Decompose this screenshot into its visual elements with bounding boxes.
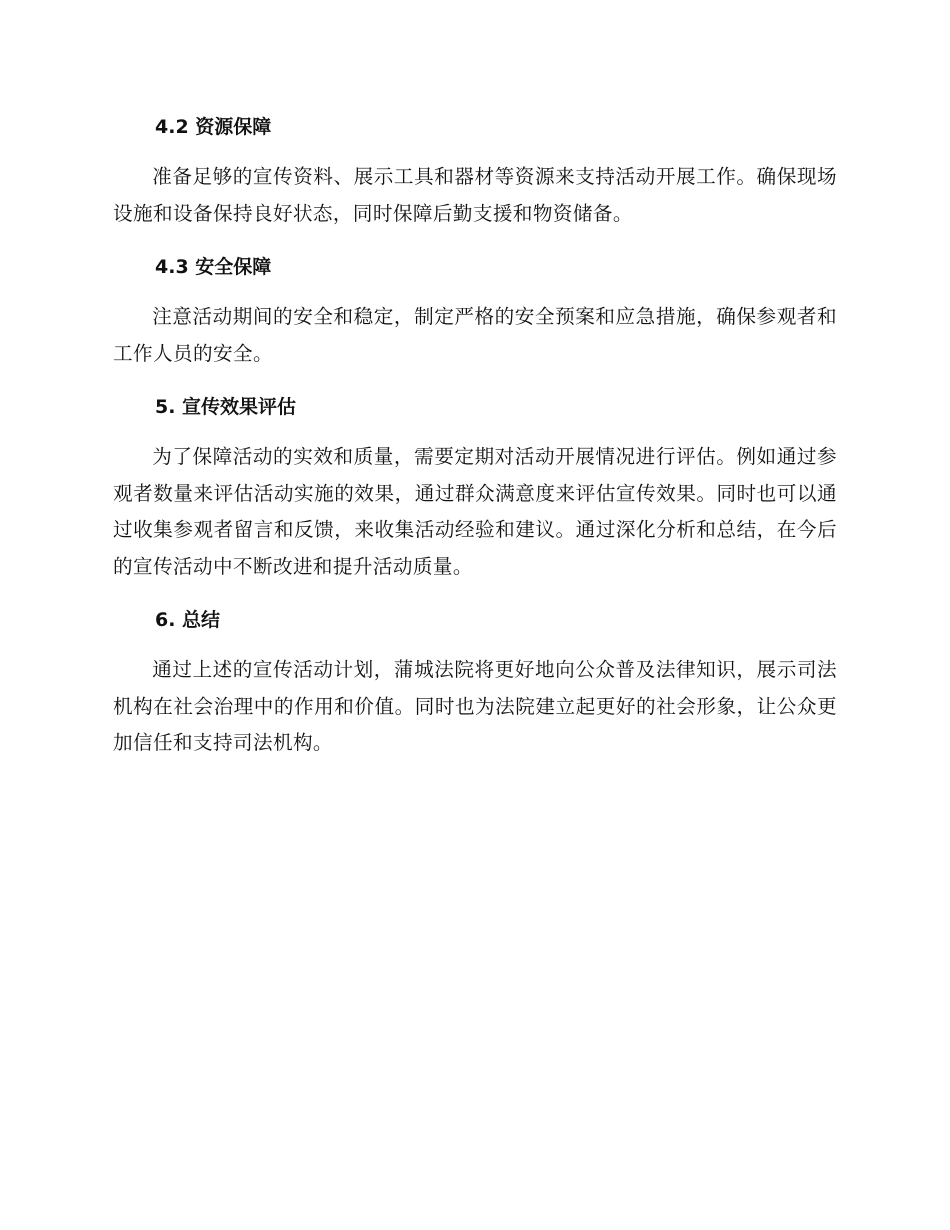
section-heading: 5. 宣传效果评估	[155, 396, 297, 418]
paragraph-line: 观者和工作人员的安全。	[113, 305, 838, 365]
paragraph	[113, 299, 837, 372]
section-resource-guarantee	[113, 110, 837, 232]
paragraph-line: 通过参观者数量来评估活动实施的效果，通过群众满意度来评估宣传效果。	[113, 445, 838, 505]
paragraph-line: 分析和总结，在今后的宣传活动中不断改进和提升活动质量。	[113, 518, 837, 578]
section-heading: 6. 总结	[155, 609, 221, 631]
section-safety-guarantee	[113, 250, 837, 372]
paragraph-line: 示司法机构在社会治理中的作用和价值。同时也为法院建立起更好的社会形	[113, 658, 838, 718]
paragraph-line: 注意活动期间的安全和稳定，制定严格的安全预案和应急措施，确保参	[152, 305, 777, 328]
paragraph	[113, 159, 837, 232]
section-effect-evaluation	[113, 390, 837, 585]
section-heading: 4.3 安全保障	[155, 256, 272, 278]
paragraph-line: 同时也可以通过收集参观者留言和反馈，来收集活动经验和建议。通过深化	[113, 481, 838, 541]
document-page	[113, 110, 837, 780]
section-summary	[113, 603, 837, 762]
paragraph-line: 准备足够的宣传资料、展示工具和器材等资源来支持活动开展工作。确	[152, 165, 777, 188]
paragraph-line: 为了保障活动的实效和质量，需要定期对活动开展情况进行评估。例如	[152, 445, 777, 468]
paragraph	[113, 439, 837, 585]
paragraph-line: 象，让公众更加信任和支持司法机构。	[113, 694, 838, 754]
section-heading: 4.2 资源保障	[155, 116, 272, 138]
paragraph	[113, 652, 837, 762]
paragraph-line: 保现场设施和设备保持良好状态，同时保障后勤支援和物资储备。	[113, 165, 838, 225]
paragraph-line: 通过上述的宣传活动计划，蒲城法院将更好地向公众普及法律知识，展	[152, 658, 777, 681]
